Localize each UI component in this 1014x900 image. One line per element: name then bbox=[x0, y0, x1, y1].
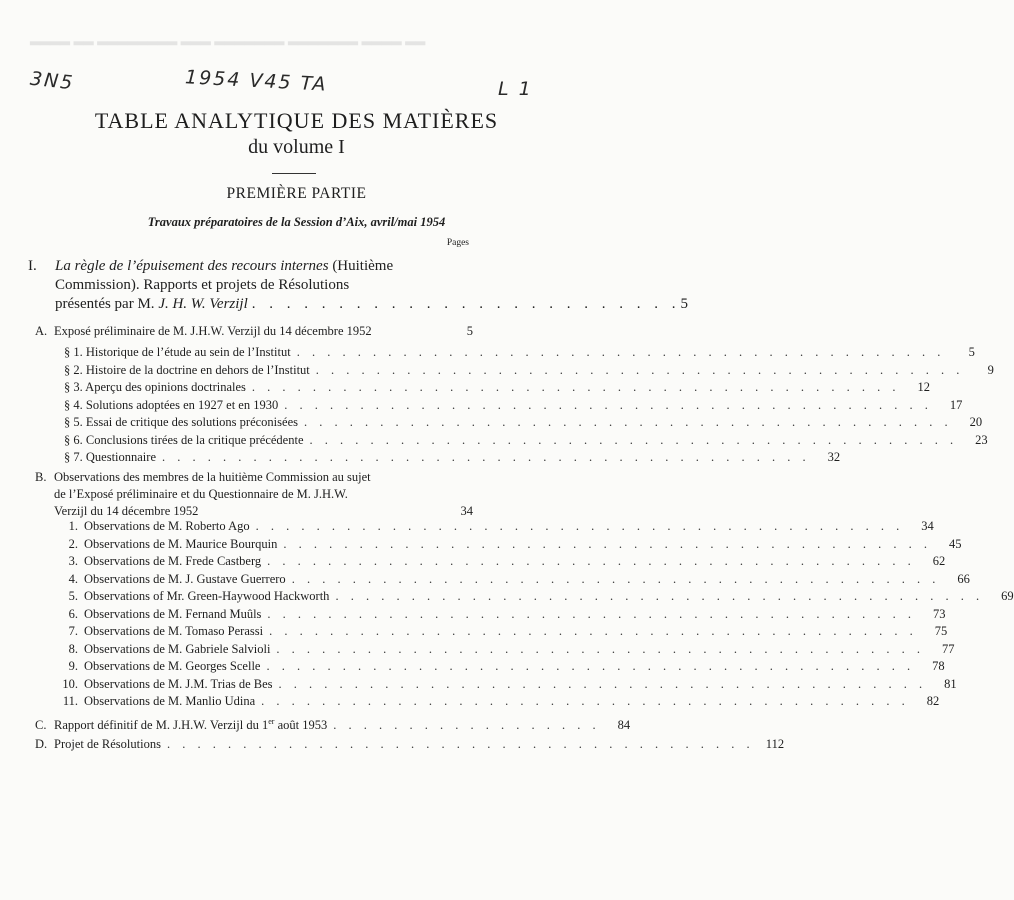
section-author-name: J. H. W. Verzijl bbox=[158, 296, 248, 312]
entry-number: 3. bbox=[68, 554, 78, 568]
toc-entry bbox=[50, 553, 946, 570]
section-title: Projet de Résolutions bbox=[54, 737, 161, 751]
entry-label: Observations de M. Gabriele Salvioli bbox=[84, 641, 271, 656]
section-title-line2: de l’Exposé préliminaire et du Questionnaire de M. J.H.W. bbox=[54, 487, 348, 501]
dot-leader: . . . . . . . . . . . . . . . . . . . . . . . . . . . . . . . . . . . . . . . . . . . bbox=[261, 694, 910, 708]
dot-leader: . . . . . . . . . . . . . . . . . . . . . . . . . . . . . . . . . . . . . . . . . . . bbox=[266, 659, 915, 673]
dot-leader: . . . . . . . . . . . . . . . . . . . . . . . . . . . . . . . . . . . . . . . . . . . bbox=[309, 432, 958, 447]
entry-page: 9 bbox=[987, 362, 994, 377]
entry-label: § 3. Aperçu des opinions doctrinales bbox=[64, 380, 246, 394]
handwritten-note-middle: 1954 V45 TA bbox=[184, 66, 328, 96]
entry-page: 20 bbox=[969, 415, 983, 429]
section-number: I. bbox=[28, 258, 37, 274]
entry-label: Observations de M. Manlio Udina bbox=[84, 694, 256, 708]
toc-entry bbox=[50, 658, 945, 675]
section-letter: C. bbox=[35, 718, 47, 733]
entry-number: 8. bbox=[68, 641, 78, 656]
entry-label: Observations de M. Frede Castberg bbox=[84, 554, 262, 568]
toc-entry bbox=[64, 362, 994, 379]
section-page: 34 bbox=[460, 504, 473, 518]
toc-section-d bbox=[35, 736, 785, 753]
toc-entry bbox=[64, 379, 931, 396]
toc-entry bbox=[50, 588, 1014, 605]
section-page: 112 bbox=[765, 737, 785, 751]
entry-label: Observations de M. J. Gustave Guerrero bbox=[84, 571, 286, 586]
toc-section-c bbox=[35, 713, 631, 734]
dot-leader: . . . . . . . . . . . . . . . . . . . . . . . . . . . . . . . . . . . . . . . . . . . bbox=[269, 624, 918, 638]
entry-page: 66 bbox=[957, 571, 970, 586]
entry-label: Observations de M. Georges Scelle bbox=[84, 659, 261, 673]
section-page: 84 bbox=[617, 718, 631, 733]
toc-entry bbox=[50, 518, 934, 535]
section-title-prefix: Rapport définitif de M. J.H.W. Verzijl du 1 bbox=[54, 718, 269, 733]
entry-label: § 2. Histoire de la doctrine en dehors de l’Institut bbox=[64, 362, 310, 377]
entry-page: 23 bbox=[975, 432, 988, 447]
entry-label: Observations of Mr. Green-Haywood Hackworth bbox=[84, 589, 330, 603]
entry-number: 2. bbox=[68, 536, 78, 551]
entry-page: 5 bbox=[968, 345, 975, 359]
toc-section-i bbox=[28, 257, 689, 314]
dot-leader: . . . . . . . . . . . . . . . . . . bbox=[333, 718, 601, 733]
toc-entry bbox=[50, 693, 940, 710]
dot-leader: . . . . . . . . . . . . . . . . . . . . . . . . . . . . . . . . . . . . . . . . . . . bbox=[251, 380, 901, 394]
dot-leader: . . . . . . . . . . . . . . . . . . . . . . . . . . . . . . . . . . . . . . . . . . . bbox=[267, 606, 916, 621]
entry-page: 81 bbox=[944, 676, 957, 691]
dot-leader: . . . . . . . . . . . . . . . . . . . . . . . . . . . . . . . . . . . . . . . . . . . bbox=[315, 362, 964, 377]
dot-leader: . . . . . . . . . . . . . . . . . . . . . . . . . . . . . . . . . . . . . . . . . . . bbox=[303, 415, 953, 429]
entry-page: 34 bbox=[921, 519, 934, 533]
toc-entry bbox=[50, 606, 946, 623]
dot-leader: . . . . . . . . . . . . . . . . . . . . . . . . . . . . . . . . . . . . . . . . . . . bbox=[278, 676, 927, 691]
toc-entry bbox=[50, 536, 962, 553]
entry-number: 1. bbox=[68, 519, 78, 533]
entry-page: 75 bbox=[934, 624, 948, 638]
entry-page: 82 bbox=[926, 694, 940, 708]
entry-label: Observations de M. Maurice Bourquin bbox=[84, 536, 278, 551]
entry-page: 77 bbox=[942, 641, 955, 656]
entry-page: 17 bbox=[949, 397, 963, 412]
section-title-rest: (Huitième bbox=[328, 258, 394, 274]
toc-entry bbox=[50, 571, 970, 588]
entry-page: 12 bbox=[917, 380, 931, 394]
entry-number: 5. bbox=[68, 589, 78, 603]
section-page: 5 bbox=[466, 324, 473, 338]
entry-label: Observations de M. J.M. Trias de Bes bbox=[84, 676, 273, 691]
section-title-italic: La règle de l’épuisement des recours internes bbox=[55, 258, 329, 274]
entry-page: 69 bbox=[1001, 589, 1014, 603]
section-letter: A. bbox=[35, 324, 48, 338]
section-title-line3: Verzijl du 14 décembre 1952 bbox=[54, 504, 199, 518]
entry-label: Observations de M. Roberto Ago bbox=[84, 519, 250, 533]
section-letter: D. bbox=[35, 737, 48, 751]
toc-entry bbox=[64, 414, 983, 431]
dot-leader: . . . . . . . . . . . . . . . . . . . . . . . . . . . . . . . . . . . . . . . bbox=[166, 737, 755, 751]
pages-column-label: Pages bbox=[446, 238, 469, 248]
entry-label: Observations de M. Tomaso Perassi bbox=[84, 624, 264, 638]
dot-leader: . . . . . . . . . . . . . . . . . . . . . . . . . . . . . . . . . . . . . . . . . . . bbox=[255, 519, 904, 533]
section-letter: B. bbox=[35, 470, 47, 484]
section-title-line2: Commission). Rapports et projets de Résolutions bbox=[55, 277, 350, 293]
title-divider bbox=[272, 173, 316, 174]
dot-leader: . . . . . . . . . . . . . . . . . . . . . . . . . . . . . . . . . . . . . . . . . . . bbox=[276, 641, 925, 656]
entry-label: Observations de M. Fernand Muûls bbox=[84, 606, 262, 621]
toc-section-b bbox=[35, 469, 473, 520]
entry-page: 32 bbox=[827, 450, 841, 464]
dot-leader: . . . . . . . . . . . . . . . . . . . . . . . . . . . . . . . . . . . . . . . . . . . bbox=[291, 571, 940, 586]
section-title-line1: Observations des membres de la huitième Commission au sujet bbox=[54, 470, 371, 484]
entry-number: 11. bbox=[62, 694, 78, 708]
entry-number: 4. bbox=[68, 571, 78, 586]
entry-page: 73 bbox=[933, 606, 946, 621]
entry-number: 6. bbox=[68, 606, 78, 621]
dot-leader: . . . . . . . . . . . . . . . . . . . . . . . . . . . . . . . . . . . . . . . . . . . bbox=[284, 397, 933, 412]
dot-leader: . . . . . . . . . . . . . . . . . . . . . . . . . bbox=[251, 296, 681, 312]
part-heading: PREMIÈRE PARTIE bbox=[226, 185, 367, 202]
toc-entry bbox=[64, 397, 963, 414]
entry-label: § 5. Essai de critique des solutions préconisées bbox=[64, 415, 298, 429]
entry-number: 9. bbox=[68, 659, 78, 673]
entry-label: § 4. Solutions adoptées en 1927 et en 1930 bbox=[64, 397, 279, 412]
dot-leader: . . . . . . . . . . . . . . . . . . . . . . . . . . . . . . . . . . . . . . . . . . . bbox=[296, 345, 945, 359]
entry-page: 62 bbox=[932, 554, 946, 568]
entry-label: § 6. Conclusions tirées de la critique précédente bbox=[64, 432, 304, 447]
section-title-suffix: août 1953 bbox=[274, 718, 328, 733]
entry-page: 78 bbox=[932, 659, 945, 673]
entry-number: 10. bbox=[62, 676, 78, 691]
entry-label: § 7. Questionnaire bbox=[64, 450, 156, 464]
toc-entry bbox=[64, 449, 841, 466]
dot-leader: . . . . . . . . . . . . . . . . . . . . . . . . . . . . . . . . . . . . . . . . . . . bbox=[162, 450, 811, 464]
entry-label: § 1. Historique de l’étude au sein de l’Institut bbox=[64, 345, 291, 359]
entry-page: 45 bbox=[949, 536, 962, 551]
section-author-prefix: présentés par M. bbox=[55, 296, 159, 312]
dot-leader: . . . . . . . . . . . . . . . . . . . . . . . . . . . . . . . . . . . . . . . . . . . bbox=[283, 536, 932, 551]
section-title: Exposé préliminaire de M. J.H.W. Verzijl du 14 décembre 1952 bbox=[54, 324, 372, 338]
toc-entry bbox=[50, 676, 957, 693]
toc-entry bbox=[50, 641, 955, 658]
dot-leader: . . . . . . . . . . . . . . . . . . . . . . . . . . . . . . . . . . . . . . . . . . . bbox=[335, 589, 984, 603]
page-subtitle: du volume I bbox=[248, 136, 345, 158]
section-page: 5 bbox=[680, 296, 689, 312]
toc-section-a bbox=[35, 323, 473, 340]
entry-number: 7. bbox=[68, 624, 78, 638]
section-title-superscript: er bbox=[268, 717, 275, 726]
page-title: TABLE ANALYTIQUE DES MATIÈRES bbox=[94, 108, 499, 133]
handwritten-note-left: 3N5 bbox=[28, 67, 76, 95]
part-subheading: Travaux préparatoires de la Session d’Aix, avril/mai 1954 bbox=[147, 215, 446, 229]
handwritten-note-right: L 1 bbox=[498, 78, 533, 100]
toc-entry bbox=[64, 344, 975, 361]
toc-entry bbox=[64, 432, 988, 449]
toc-entry bbox=[50, 623, 948, 640]
bleed-through: ▂▂▂▂ ▂▂ ▂▂▂▂▂▂▂▂ ▂▂▂ ▂▂▂▂▂▂▂ ▂▂▂▂▂▂▂ ▂▂▂▂ ▂▂ bbox=[30, 30, 426, 45]
dot-leader: . . . . . . . . . . . . . . . . . . . . . . . . . . . . . . . . . . . . . . . . . . . bbox=[267, 554, 916, 568]
